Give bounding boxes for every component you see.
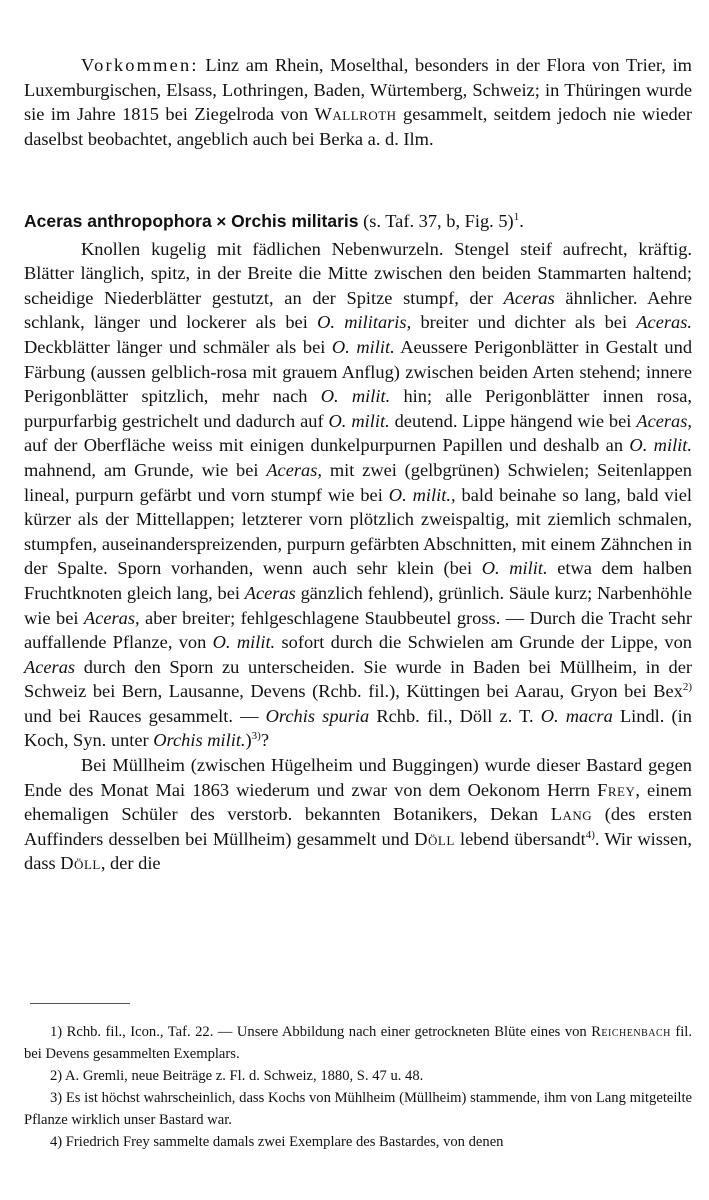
footnote-3 xyxy=(24,1087,692,1131)
text-run: hin; alle Perigonblätter innen rosa, purpurfarbig gestrichelt und dadurch auf xyxy=(24,386,692,431)
occurrence-text-a: Linz am Rhein, Moselthal, besonders in der Flora von Trier, im Luxemburgischen, Elsass, Lothringen, Baden, Würtemberg, Schweiz; in Thüringen wurde sie im Jahre 1815 bei Ziegelroda von xyxy=(24,55,692,125)
text-run: 3) Es ist höchst wahrscheinlich, dass Kochs von Mühlheim (Müllheim) stammende, ihm von Lang mitgeteilte Pflanze wirklich unser Bastard war. xyxy=(24,1090,692,1128)
text-run: deutend. Lippe hängend wie bei xyxy=(389,410,637,431)
occurrence-section xyxy=(24,53,692,151)
text-run: 2) A. Gremli, neue Beiträge z. Fl. d. Schweiz, 1880, S. 47 u. 48. xyxy=(50,1068,424,1084)
text-run: Rchb. fil., Döll z. T. xyxy=(369,705,541,726)
italic-term: Orchis milit. xyxy=(153,730,246,751)
heading-species-a: Aceras anthropophora xyxy=(24,211,212,231)
italic-term: Aceras xyxy=(244,582,296,603)
person-name: Döll xyxy=(414,828,455,849)
text-run: , einem ehemaligen Schüler des verstorb. bekannten Botanikers, Dekan xyxy=(24,779,692,825)
italic-term: O. milit. xyxy=(212,632,276,653)
text-run: ) xyxy=(245,730,252,751)
text-run: und bei Rauces gesammelt. — xyxy=(24,705,266,726)
italic-term: Aceras xyxy=(24,656,76,677)
text-run: lebend übersandt xyxy=(454,828,586,849)
italic-term: O. milit. xyxy=(331,336,395,357)
italic-term: O. macra xyxy=(540,705,613,726)
text-run: bald beinahe so lang, bald viel kürzer als der Mittellappen; letzterer vorn plötzlich zweispaltig, mit ziemlich schmalen, stumpfen, auseinanderspreizenden, purpurn gefärbten Abschnitten, mit einem Zähnchen in der Spalte. Sporn vorhanden, wenn auch sehr klein (bei xyxy=(24,484,692,579)
italic-term: O. milit. xyxy=(481,558,548,579)
text-run: Deckblätter länger und schmäler als bei xyxy=(24,336,332,357)
text-run: , der die xyxy=(100,853,161,874)
italic-term: Aceras, xyxy=(83,607,140,628)
italic-term: Aceras, xyxy=(636,410,693,431)
closing-paragraph xyxy=(24,753,692,876)
text-run: 4) Friedrich Frey sammelte damals zwei Exemplare des Bastardes, von denen xyxy=(50,1134,504,1150)
text-run: sofort durch die Schwielen am Grunde der Lippe, von xyxy=(275,632,692,653)
italic-term: Aceras xyxy=(503,287,555,308)
text-run: fil. bei Devens gesammelten Exemplars. xyxy=(24,1024,692,1062)
person-name: Frey xyxy=(597,779,636,800)
text-run: breiter und dichter als bei xyxy=(411,312,637,333)
footnote-divider xyxy=(30,1003,130,1004)
text-run: (des ersten Auffinders desselben bei Müllheim) gesammelt und xyxy=(24,804,692,849)
heading-footnote-ref: 1 xyxy=(513,210,520,223)
text-run: Bei Müllheim (zwischen Hügelheim und Buggingen) wurde dieser Bastard gegen Ende des Monat Mai 1863 wiederum und zwar von dem Oekonom Herrn xyxy=(24,755,692,800)
heading-species-b: Orchis militaris xyxy=(231,211,359,231)
footnote-2 xyxy=(24,1065,692,1087)
italic-term: O. milit. xyxy=(629,435,693,456)
hybrid-section xyxy=(24,209,692,876)
text-run: Knollen kugelig mit fädlichen Nebenwurzeln. Stengel steif aufrecht, kräftig. Blätter länglich, spitz, in der Breite die Mitte zwischen den beiden Stammarten haltend; scheidige Niederblätter gestutzt, an der Spitze stumpf, der xyxy=(24,238,692,308)
person-name: Reichenbach xyxy=(591,1024,671,1040)
italic-term: Orchis spuria xyxy=(265,705,370,726)
text-run: 1) Rchb. fil., Icon., Taf. 22. — Unsere Abbildung nach einer getrockneten Blüte eines von xyxy=(50,1024,592,1040)
text-run: mit zwei (gelbgrünen) Schwielen; Seitenlappen lineal, purpurn gefärbt und vorn stumpf wie bei xyxy=(24,459,692,505)
heading-end: . xyxy=(519,211,524,231)
description-paragraph xyxy=(24,237,692,753)
italic-term: O. milit. xyxy=(328,410,390,431)
text-run: auf der Oberfläche weiss mit einigen dunkelpurpurnen Papillen und deshalb an xyxy=(24,435,630,456)
text-run: Lindl. (in Koch, Syn. unter xyxy=(24,705,692,751)
person-name: Döll xyxy=(60,853,101,874)
text-run: durch den Sporn zu unterscheiden. Sie wurde in Baden bei Müllheim, in der Schweiz bei Bern, Lausanne, Devens (Rchb. fil.), Küttingen bei Aarau, Gryon bei Bex xyxy=(24,656,692,702)
person-name: Lang xyxy=(550,804,593,825)
text-run: ähnlicher. Aehre schlank, länger und lockerer als bei xyxy=(24,287,692,333)
footnote-ref: 4) xyxy=(585,828,595,841)
text-run: ? xyxy=(260,730,269,751)
text-run: . Wir wissen, dass xyxy=(24,828,693,874)
heading-plate-reference: (s. Taf. 37, b, Fig. 5) xyxy=(358,211,514,231)
italic-term: O. milit. xyxy=(320,386,391,407)
text-run: etwa dem halben Fruchtknoten gleich lang, bei xyxy=(24,558,692,603)
collector-name: Wallroth xyxy=(314,104,397,125)
occurrence-paragraph xyxy=(24,53,692,151)
text-run: Aeussere Perigonblätter in Gestalt und Färbung (aussen gelblich-rosa mit grauem Anflug) zwischen beiden Arten stehend; innere Perigonblätter spitzlich, mehr nach xyxy=(24,336,693,407)
occurrence-label: Vorkommen: xyxy=(81,55,199,75)
footnotes xyxy=(24,1021,692,1153)
text-run: mahnend, am Grunde, wie bei xyxy=(24,459,267,480)
italic-term: Aceras. xyxy=(636,312,692,333)
footnote-4 xyxy=(24,1131,692,1153)
footnote-ref: 2) xyxy=(682,681,692,694)
hybrid-cross-symbol: × xyxy=(211,212,232,231)
text-run: gänzlich fehlend), grünlich. Säule kurz; Narbenhöhle wie bei xyxy=(24,582,692,628)
hybrid-heading xyxy=(24,209,692,235)
italic-term: O. militaris, xyxy=(317,312,412,333)
footnote-1 xyxy=(24,1021,692,1065)
occurrence-text-b: gesammelt, seitdem jedoch nie wieder daselbst beobachtet, angeblich auch bei Berka a. d. Ilm. xyxy=(24,104,692,149)
italic-term: Aceras, xyxy=(266,459,322,480)
text-run: aber breiter; fehlgeschlagene Staubbeutel gross. — Durch die Tracht sehr auffallende Pflanze, von xyxy=(24,607,692,653)
footnote-ref: 3) xyxy=(251,730,261,743)
italic-term: O. milit., xyxy=(388,484,456,505)
